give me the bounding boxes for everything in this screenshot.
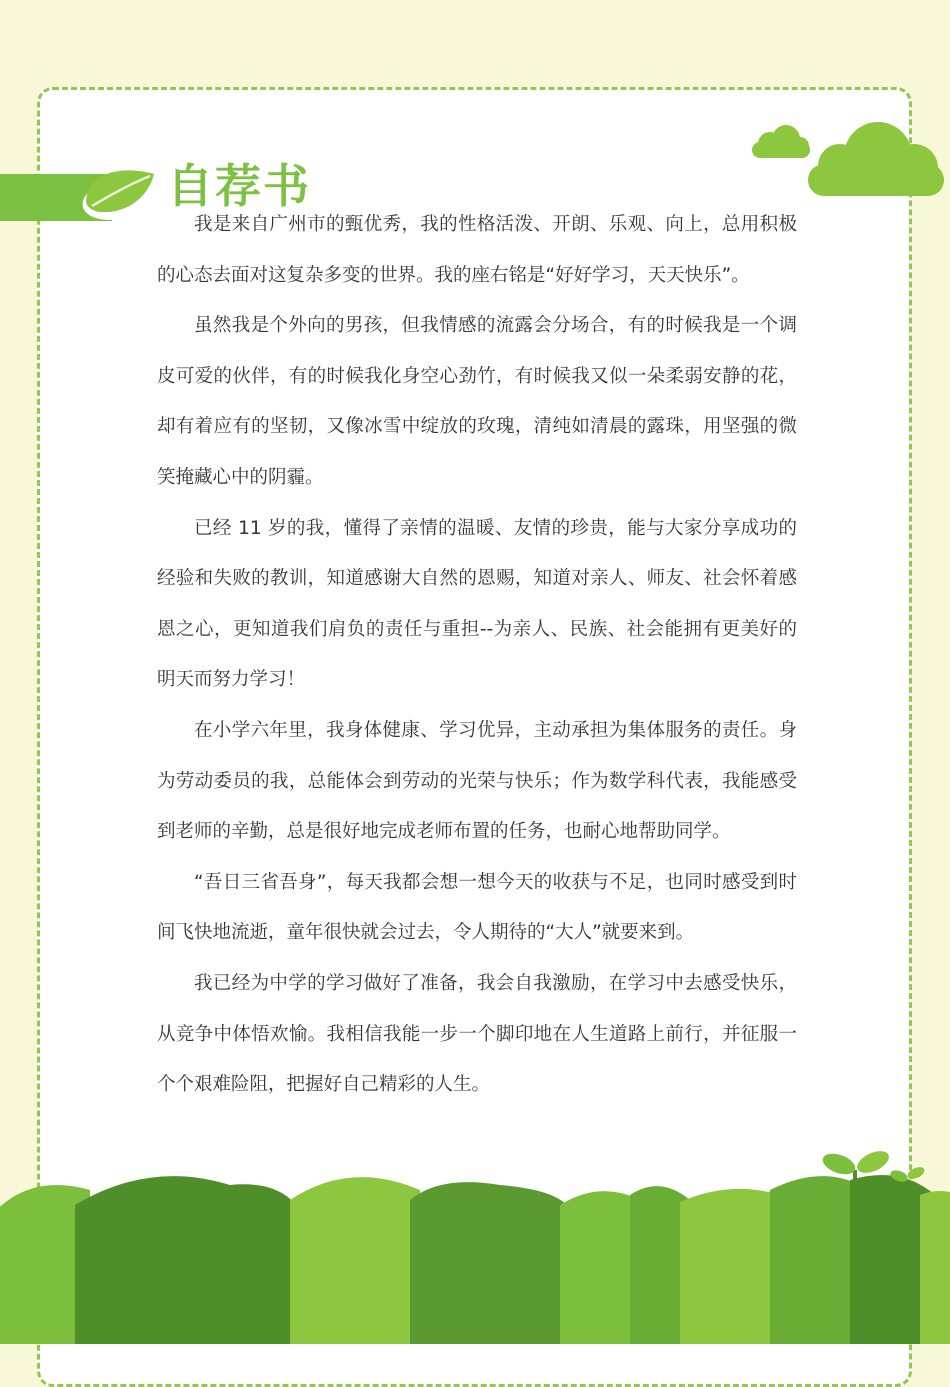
paragraph: 我是来自广州市的甄优秀，我的性格活泼、开朗、乐观、向上，总用积极的心态去面对这复杂多变的世界。我的座右铭是“好好学习，天天快乐”。 [157, 214, 797, 286]
hills-illustration [0, 1140, 950, 1344]
paragraph: 我已经为中学的学习做好了准备，我会自我激励，在学习中去感受快乐，从竞争中体悟欢愉。我相信我能一步一个脚印地在人生道路上前行，并征服一个个艰难险阻，把握好自己精彩的人生。 [157, 972, 797, 1096]
page-title: 自荐书 [167, 159, 311, 213]
paragraph: 虽然我是个外向的男孩，但我情感的流露会分场合，有的时候我是一个调皮可爱的伙伴，有的时候我化身空心劲竹，有时候我又似一朵柔弱安静的花，却有着应有的坚韧，又像冰雪中绽放的玫瑰，清纯如清晨的露珠，用坚强的微笑掩藏心中的阴霾。 [157, 315, 797, 488]
document-body [157, 200, 797, 1111]
paragraph: “吾日三省吾身”，每天我都会想一想今天的收获与不足，也同时感受到时间飞快地流逝，童年很快就会过去，令人期待的“大人”就要来到。 [157, 871, 797, 944]
paragraph: 在小学六年里，我身体健康、学习优异，主动承担为集体服务的责任。身为劳动委员的我，总能体会到劳动的光荣与快乐；作为数学科代表，我能感受到老师的辛勤，总是很好地完成老师布置的任务，也耐心地帮助同学。 [157, 719, 797, 843]
cloud-large-icon [806, 118, 946, 200]
sprout-icon [815, 1140, 925, 1200]
cloud-small-icon [750, 124, 812, 160]
leaf-icon [78, 160, 162, 224]
paragraph: 已经 11 岁的我，懂得了亲情的温暖、友情的珍贵，能与大家分享成功的经验和失败的教训，知道感谢大自然的恩赐，知道对亲人、师友、社会怀着感恩之心，更知道我们肩负的责任与重担--为亲人、民族、社会能拥有更美好的明天而努力学习！ [157, 517, 797, 691]
